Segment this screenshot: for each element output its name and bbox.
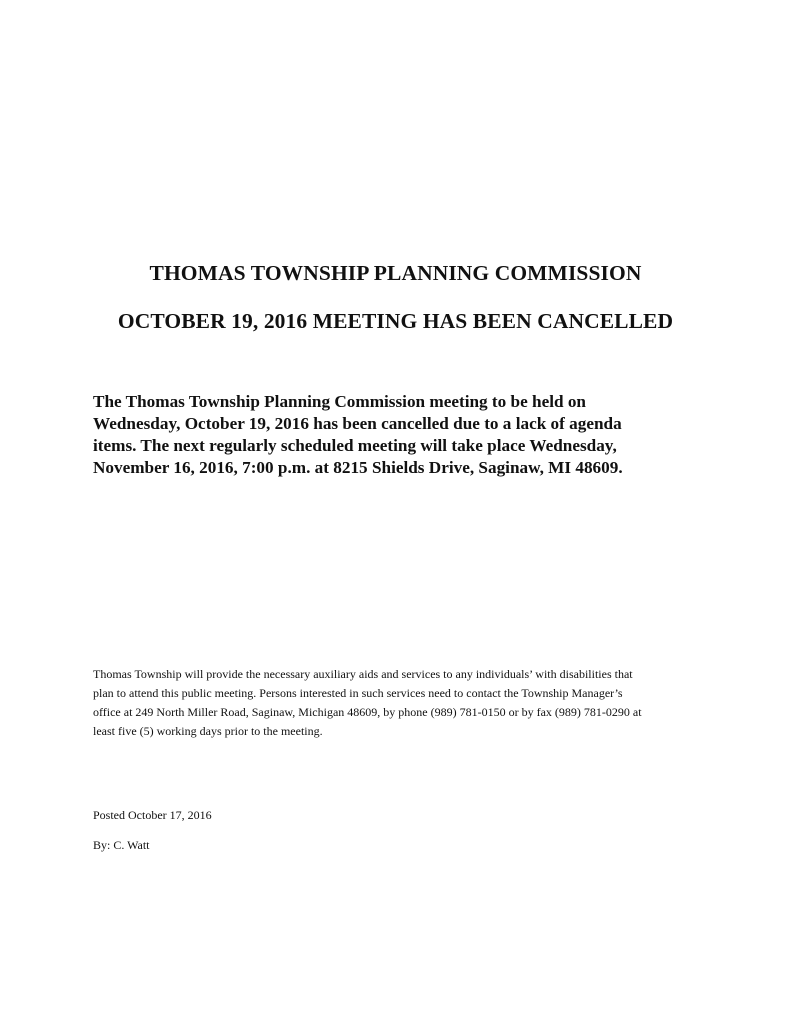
accessibility-line: plan to attend this public meeting. Persons interested in such services need to contact the Township Manager’s (93, 686, 623, 700)
cancellation-notice (93, 391, 713, 479)
posted-date: Posted October 17, 2016 (93, 808, 212, 822)
byline: By: C. Watt (93, 838, 150, 852)
notice-line: Wednesday, October 19, 2016 has been cancelled due to a lack of agenda (93, 414, 622, 433)
page-title: THOMAS TOWNSHIP PLANNING COMMISSION (149, 261, 642, 285)
notice-line: November 16, 2016, 7:00 p.m. at 8215 Shields Drive, Saginaw, MI 48609. (93, 458, 623, 477)
accessibility-line: least five (5) working days prior to the meeting. (93, 724, 323, 738)
page-subtitle: OCTOBER 19, 2016 MEETING HAS BEEN CANCELLED (117, 309, 674, 333)
accessibility-statement (93, 665, 703, 741)
accessibility-line: Thomas Township will provide the necessary auxiliary aids and services to any individuals’ with disabilities that (93, 667, 633, 681)
notice-line: items. The next regularly scheduled meeting will take place Wednesday, (93, 436, 617, 455)
accessibility-line: office at 249 North Miller Road, Saginaw, Michigan 48609, by phone (989) 781-0150 or by fax (989) 781-0290 at (93, 705, 642, 719)
notice-line: The Thomas Township Planning Commission meeting to be held on (93, 392, 586, 411)
